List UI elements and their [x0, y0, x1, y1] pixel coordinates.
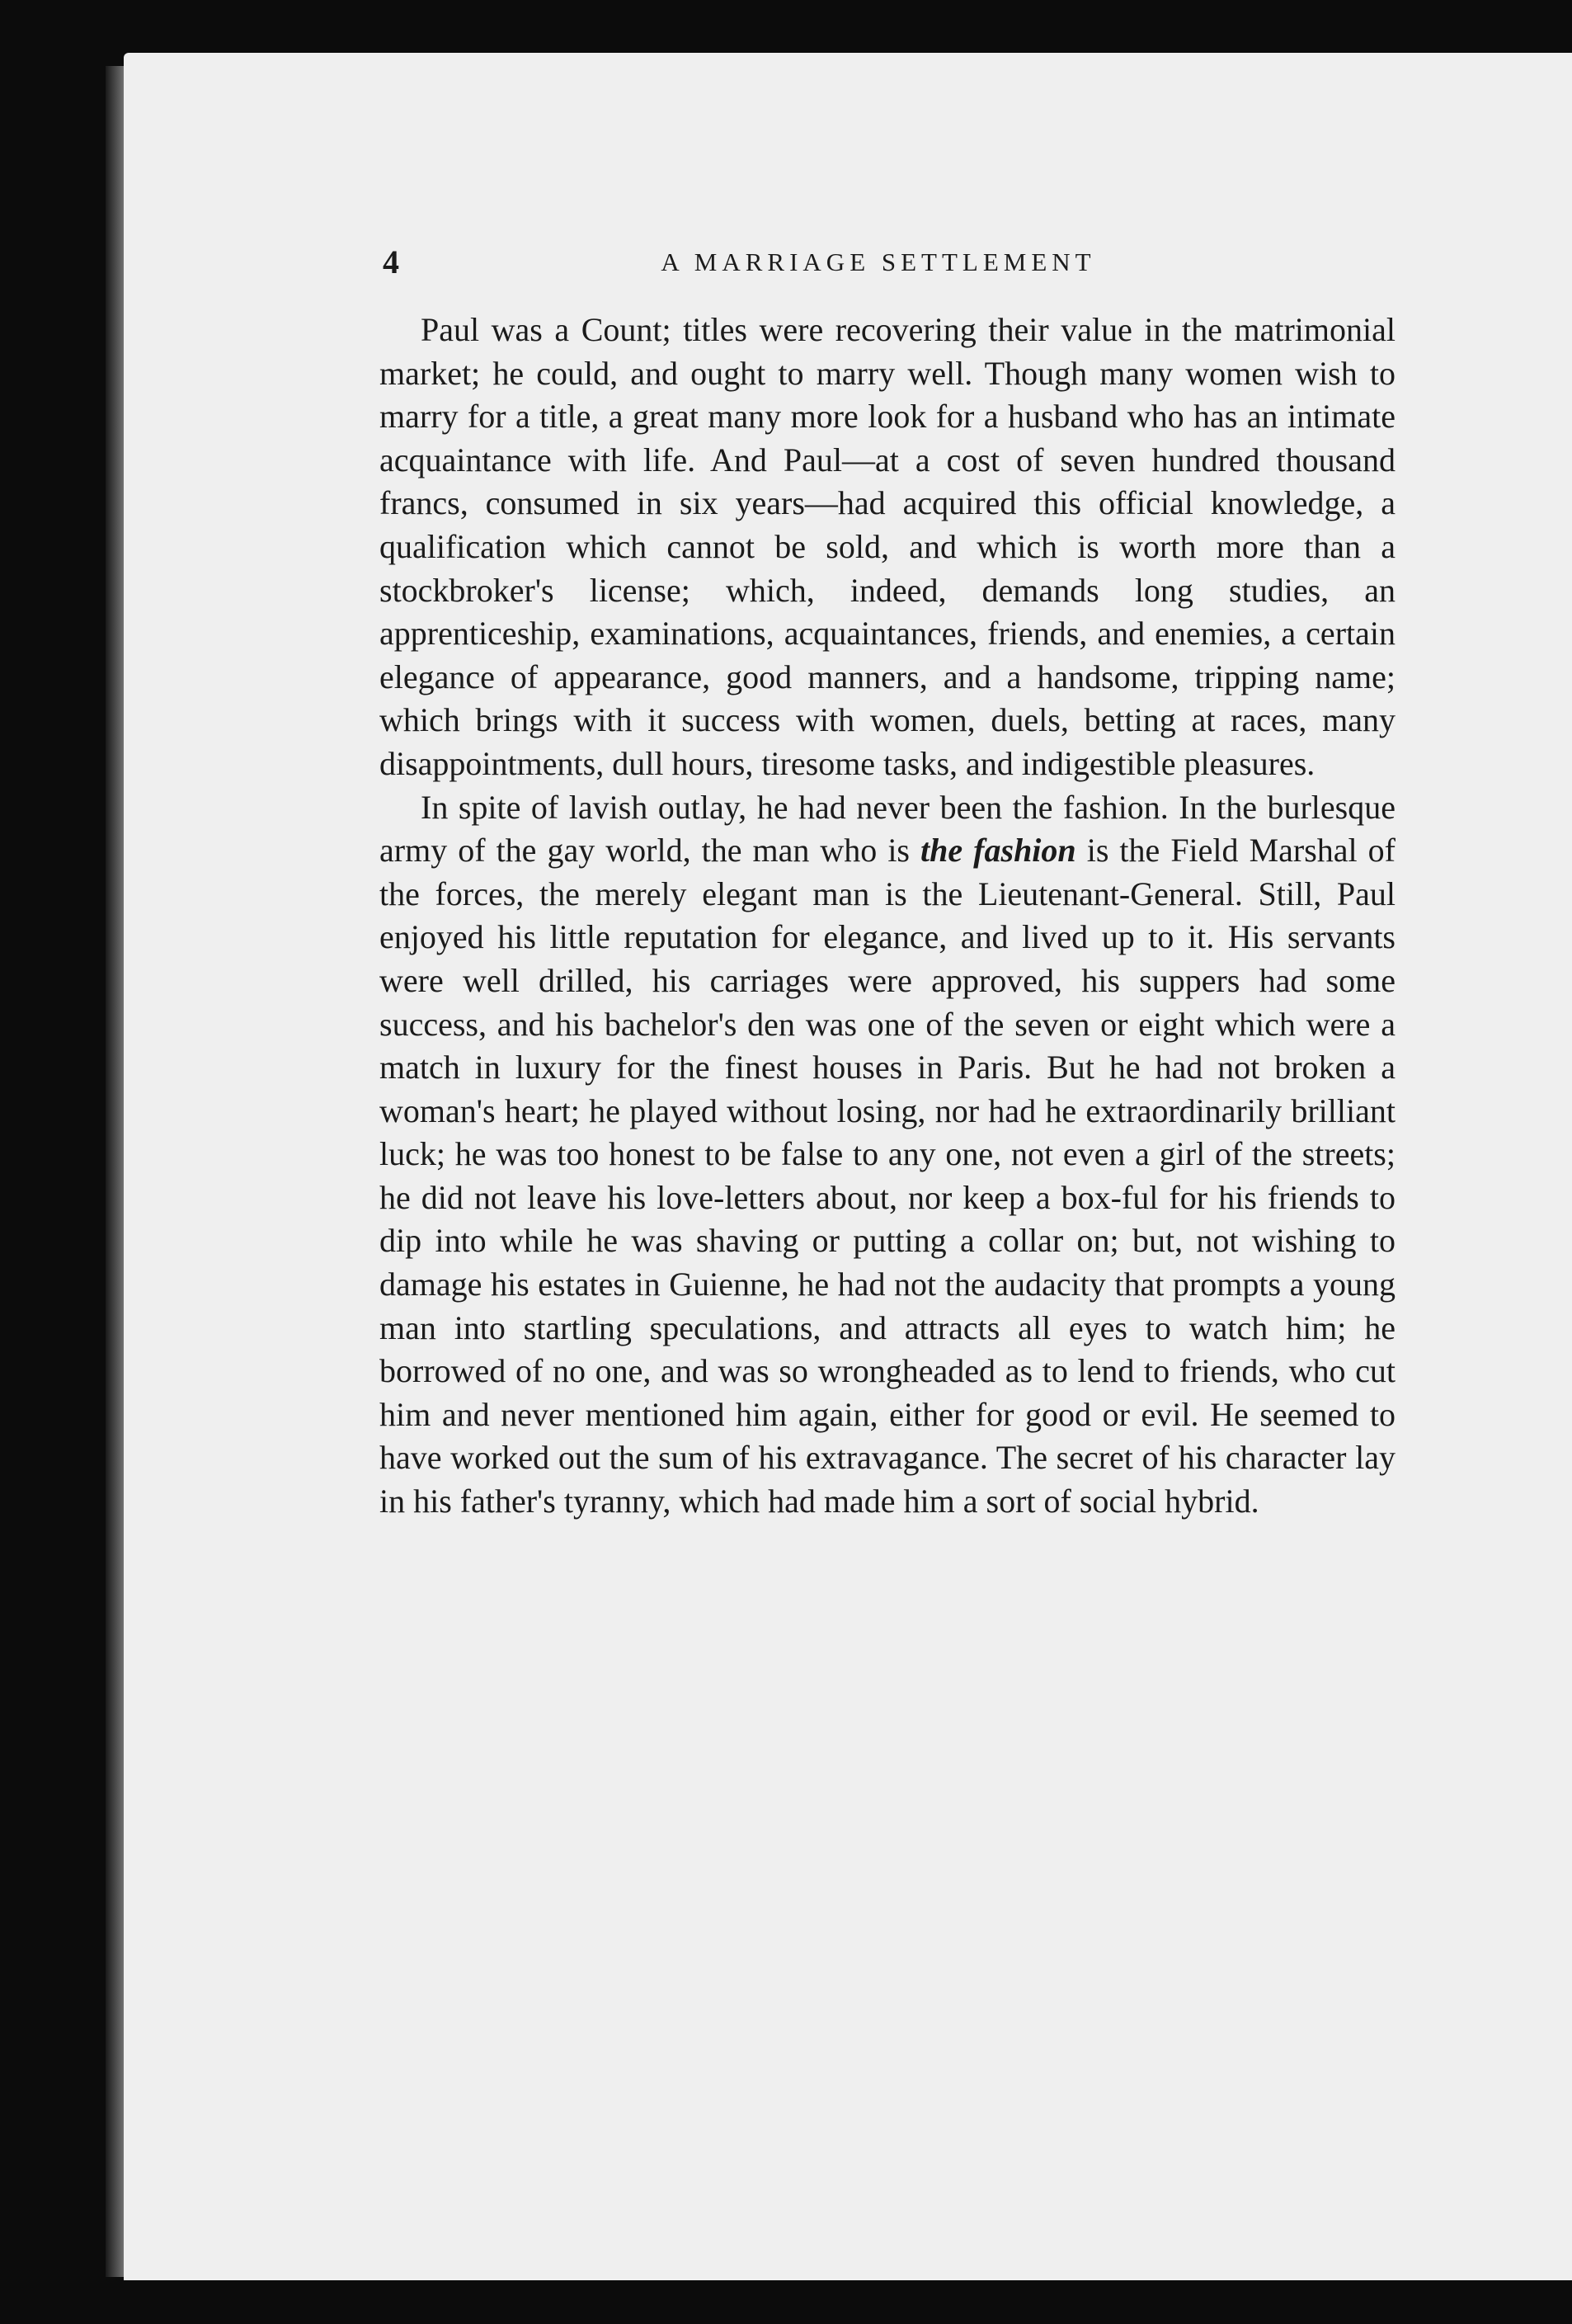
paragraph-2	[379, 786, 1396, 1524]
page-number: 4	[383, 243, 399, 280]
italic-phrase: the fashion	[920, 832, 1076, 870]
running-title: A MARRIAGE SETTLEMENT	[661, 247, 1096, 276]
page-content	[379, 239, 1396, 1524]
running-header	[379, 239, 1396, 297]
paragraph-1	[379, 309, 1396, 786]
paragraph-2-text-end: is the Field Marshal of the forces, the merely elegant man is the Lieutenant-General. Still, Paul enjoyed his little reputation for elegance, and lived up to it. His servants were well drilled, his carriages were approved, his suppers had some success, and his bachelor's den was one of the seven or eight which were a match in luxury for the finest houses in Paris. But he had not broken a woman's heart; he played without losing, nor had he extraordinarily brilliant luck; he was too honest to be false to any one, not even a girl of the streets; he did not leave his love-letters about, nor keep a box-ful for his friends to dip into while he was shaving or putting a collar on; but, not wishing to damage his estates in Guienne, he had not the audacity that prompts a young man into startling speculations, and attracts all eyes to watch him; he borrowed of no one, and was so wrongheaded as to lend to friends, who cut him and never mentioned him again, either for good or evil. He seemed to have worked out the sum of his extravagance. The secret of his character lay in his father's tyranny, which had made him a sort of social hybrid.	[379, 832, 1396, 1520]
paragraph-2-text-start: In spite of lavish outlay, he had never been the fashion. In the burlesque army of the gay world, the man who is	[379, 788, 1396, 870]
paragraph-1-text: Paul was a Count; titles were recovering their value in the matrimonial market; he could, and ought to marry well. Though many women wish to marry for a title, a great many more look for a husband who has an intimate acquaintance with life. And Paul—at a cost of seven hundred thousand francs, consumed in six years—had acquired this official knowledge, a qualification which cannot be sold, and which is worth more than a stockbroker's license; which, indeed, demands long studies, an apprenticeship, examinations, acquaintances, friends, and enemies, a certain elegance of appearance, good manners, and a handsome, tripping name; which brings with it success with women, duels, betting at races, many disappointments, dull hours, tiresome tasks, and indigestible pleasures.	[379, 311, 1396, 782]
